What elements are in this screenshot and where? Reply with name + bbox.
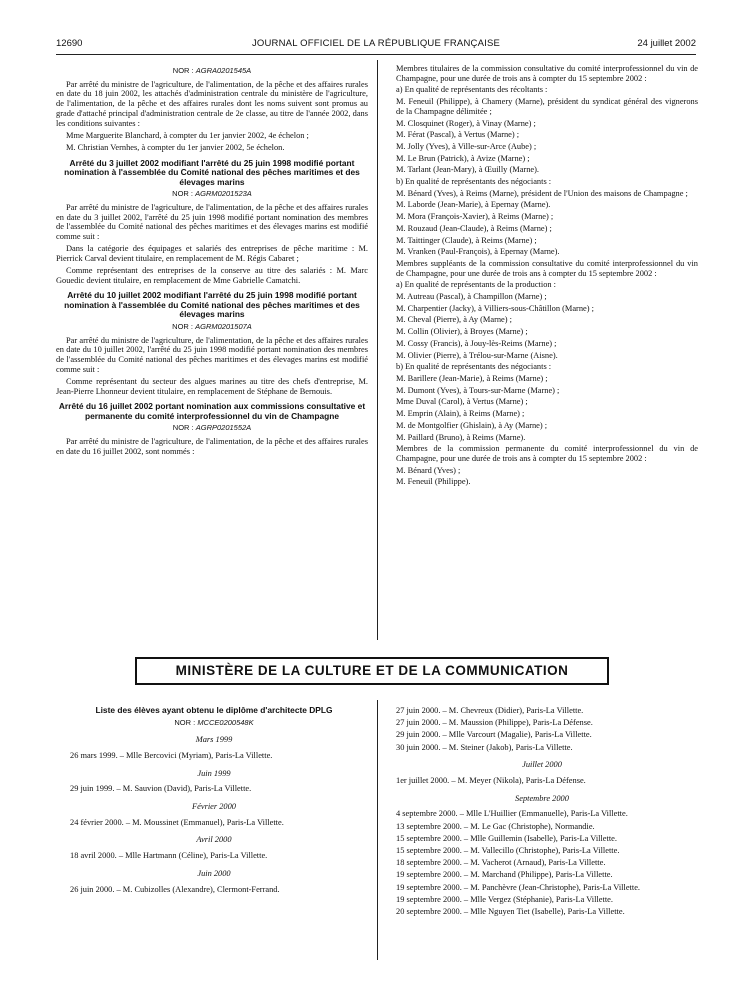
right-column [386,64,698,489]
member-list [386,374,698,442]
graduate-entry: 15 septembre 2000. – M. Vallecillo (Christophe), Paris-La Villette. [396,846,620,856]
paragraph: Comme représentant du secteur des algues marines au titre des chefs d'entreprise, M. Jean-Pierre Lhonneur devient titulaire, en remplacement de Stéphane de Bernouis. [56,376,368,396]
culture-right-column [386,706,698,919]
left-column [56,64,368,459]
paragraph: Mme Marguerite Blanchard, à compter du 1er janvier 2002, 4e échelon ; [66,130,309,140]
member-list [386,466,698,487]
list-item: M. Feneuil (Philippe). [396,477,471,487]
graduate-entry: 26 juin 2000. – M. Cubizolles (Alexandre), Clermont-Ferrand. [70,884,280,894]
graduate-entry: 19 septembre 2000. – M. Marchand (Philippe), Paris-La Villette. [396,870,613,880]
graduate-list [386,706,698,752]
issue-date: 24 juillet 2002 [637,38,696,49]
list-item: M. Emprin (Alain), à Reims (Marne) ; [396,409,525,419]
list-item: M. Dumont (Yves), à Tours-sur-Marne (Marne) ; [396,385,560,395]
subheading: b) En qualité de représentants des négociants : [396,362,552,372]
nor-line: NOR : AGRA0201545A [172,66,252,75]
decree-heading: Arrêté du 10 juillet 2002 modifiant l'arrêté du 25 juin 1998 modifié portant nomination à l'assemblée du Comité national des pêches maritimes et des élevages marins [64,290,360,320]
month-heading: Avril 2000 [196,835,232,845]
month-heading: Septembre 2000 [515,793,569,803]
member-list [386,97,698,175]
list-heading: Liste des élèves ayant obtenu le diplôme d'architecte DPLG [95,705,333,715]
paragraph: M. Christian Vernhes, à compter du 1er janvier 2002, 5e échelon. [66,142,285,152]
paragraph: Membres suppléants de la commission consultative du comité interprofessionnel du vin de Champagne, pour une durée de trois ans à compter du 15 septembre 2002 : [396,258,698,278]
paragraph: Dans la catégorie des équipages et salariés des entreprises de pêche maritime : M. Pierrick Carval devient titulaire, en remplacement de M. Régis Cabaret ; [56,244,368,263]
graduate-entry: 1er juillet 2000. – M. Meyer (Nikola), Paris-La Défense. [396,776,586,786]
graduate-entry: 29 juin 2000. – Mlle Varcourt (Magalie), Paris-La Villette. [396,730,592,740]
member-list [386,189,698,257]
list-item: M. Barillere (Jean-Marie), à Reims (Marne) ; [396,373,548,383]
list-item: M. Feneuil (Philippe), à Chamery (Marne), président du syndicat général des vignerons de la Champagne délimitée ; [396,97,698,116]
graduate-entry: 29 juin 1999. – M. Sauvion (David), Paris-La Villette. [70,784,252,794]
graduate-entry: 4 septembre 2000. – Mlle L'Huillier (Emmanuelle), Paris-La Villette. [396,809,628,819]
subheading: b) En qualité de représentants des négociants : [396,177,552,187]
journal-title: JOURNAL OFFICIEL DE LA RÉPUBLIQUE FRANÇAISE [251,38,501,49]
nor-line: NOR : AGRM0201507A [172,321,252,331]
page-number: 12690 [56,38,83,49]
graduate-entry: 27 juin 2000. – M. Chevreux (Didier), Paris-La Villette. [396,706,584,715]
list-item: M. Rouzaud (Jean-Claude), à Reims (Marne) ; [396,223,552,233]
header-rule [56,54,696,55]
list-item: M. Bénard (Yves) ; [396,465,461,475]
graduate-entry: 18 avril 2000. – Mlle Hartmann (Céline), Paris-La Villette. [70,851,268,861]
list-item: Mme Duval (Carol), à Vertus (Marne) ; [396,397,528,407]
month-heading: Mars 1999 [195,735,233,745]
graduate-list [386,809,698,916]
list-item: M. Le Brun (Patrick), à Avize (Marne) ; [396,153,530,163]
ministry-banner: MINISTÈRE DE LA CULTURE ET DE LA COMMUNICATION [135,657,609,685]
list-item: M. de Montgolfier (Ghislain), à Ay (Marne) ; [396,420,548,430]
list-item: M. Taittinger (Claude), à Reims (Marne) ; [396,235,537,245]
list-item: M. Bénard (Yves), à Reims (Marne), président de l'Union des maisons de Champagne ; [396,188,688,198]
graduate-entry: 13 septembre 2000. – M. Le Gac (Christophe), Normandie. [396,821,595,831]
paragraph: Par arrêté du ministre de l'agriculture, de l'alimentation, de la pêche et des affaires rurales en date du 16 juillet 2002, sont nommés : [56,437,368,456]
list-item: M. Cossy (Francis), à Jouy-lès-Reims (Marne) ; [396,338,557,348]
list-item: M. Jolly (Yves), à Ville-sur-Arce (Aube) ; [396,141,537,151]
graduate-entry: 19 septembre 2000. – Mlle Vergez (Stéphanie), Paris-La Villette. [396,894,613,904]
paragraph: Membres titulaires de la commission consultative du comité interprofessionnel du vin de Champagne, pour une durée de trois ans à compter du 15 septembre 2002 : [396,64,698,83]
culture-left-column [60,706,368,897]
page-header [56,38,696,52]
month-heading: Juin 1999 [197,768,231,778]
nor-line: NOR : AGRP0201552A [172,423,252,433]
subheading: a) En qualité de représentants des récoltants : [396,85,548,95]
list-item: M. Mora (François-Xavier), à Reims (Marne) ; [396,212,554,222]
list-item: M. Charpentier (Jacky), à Villiers-sous-Châtillon (Marne) ; [396,303,594,313]
graduate-entry: 27 juin 2000. – M. Maussion (Philippe), Paris-La Défense. [396,718,593,728]
nor-line: NOR : AGRM0201523A [172,189,252,199]
member-list [386,292,698,360]
graduate-entry: 15 septembre 2000. – Mlle Guillemin (Isabelle), Paris-La Villette. [396,833,617,843]
graduate-entry: 18 septembre 2000. – M. Vacherot (Arnaud), Paris-La Villette. [396,858,606,868]
list-item: M. Closquinet (Roger), à Vinay (Marne) ; [396,118,536,128]
list-item: M. Tarlant (Jean-Mary), à Œuilly (Marne). [396,165,539,175]
list-item: M. Paillard (Bruno), à Reims (Marne). [396,432,526,442]
decree-heading: Arrêté du 16 juillet 2002 portant nomination aux commissions consultative et permanente du comité interprofessionnel du vin de Champagne [58,401,366,421]
graduate-entry: 30 juin 2000. – M. Steiner (Jakob), Paris-La Villette. [396,742,573,752]
paragraph: Par arrêté du ministre de l'agriculture, de l'alimentation, de la pêche et des affaires rurales en date du 18 juin 2002, les attachés d'administration centrale du ministère de l'agriculture, de l'alimentation, de la pêche et des affaires rurales dont les noms suivent sont promus au grade d'attaché principal d'administration centrale de 2e classe, au titre de l'année 2002, dans les conditions suivantes : [56,79,368,128]
graduate-list [386,776,698,786]
subheading: a) En qualité de représentants de la production : [396,280,556,290]
graduate-entry: 19 septembre 2000. – M. Panchèvre (Jean-Christophe), Paris-La Villette. [396,882,641,892]
list-item: M. Férat (Pascal), à Vertus (Marne) ; [396,130,520,140]
graduate-entry: 26 mars 1999. – Mlle Bercovici (Myriam), Paris-La Villette. [70,750,273,760]
list-item: M. Autreau (Pascal), à Champillon (Marne) ; [396,292,547,302]
graduate-entry: 24 février 2000. – M. Moussinet (Emmanuel), Paris-La Villette. [70,817,284,827]
nor-line: NOR : MCCE0200548K [174,717,254,727]
paragraph: Par arrêté du ministre de l'agriculture, de l'alimentation, de la pêche et des affaires rurales en date du 10 juillet 2002, l'arrêté du 25 juin 1998 modifié portant nomination des membres de l'assemblée du Comité national des pêches maritimes et des élevages marins est modifié comme suit : [56,335,368,374]
list-item: M. Collin (Olivier), à Broyes (Marne) ; [396,327,528,337]
list-item: M. Olivier (Pierre), à Trélou-sur-Marne (Aisne). [396,350,558,360]
month-heading: Juillet 2000 [522,760,562,770]
graduate-groups [60,735,368,894]
paragraph: Par arrêté du ministre de l'agriculture, de l'alimentation, de la pêche et des affaires rurales en date du 3 juillet 2002, l'arrêté du 25 juin 1998 modifié portant nomination des membres de l'assemblée du Comité national des pêches maritimes et des élevages marins est modifié comme suit : [56,202,368,241]
paragraph: Membres de la commission permanente du comité interprofessionnel du vin de Champagne, pour une durée de trois ans à compter du 15 septembre 2002 : [396,444,698,463]
list-item: M. Cheval (Pierre), à Ay (Marne) ; [396,315,512,325]
month-heading: Juin 2000 [197,868,231,878]
month-heading: Février 2000 [192,802,236,812]
graduate-entry: 20 septembre 2000. – Mlle Nguyen Tiet (Isabelle), Paris-La Villette. [396,907,625,917]
column-divider [377,60,378,640]
list-item: M. Laborde (Jean-Marie), à Epernay (Marne). [396,200,551,210]
list-item: M. Vranken (Paul-François), à Epernay (Marne). [396,247,560,257]
column-divider [377,700,378,960]
paragraph: Comme représentant des entreprises de la conserve au titre des salariés : M. Marc Gouedic devient titulaire, en remplacement de Mme Gabrielle Camatchi. [56,266,368,285]
decree-heading: Arrêté du 3 juillet 2002 modifiant l'arrêté du 25 juin 1998 modifié portant nomination à l'assemblée du Comité national des pêches maritimes et des élevages marins [64,157,360,187]
